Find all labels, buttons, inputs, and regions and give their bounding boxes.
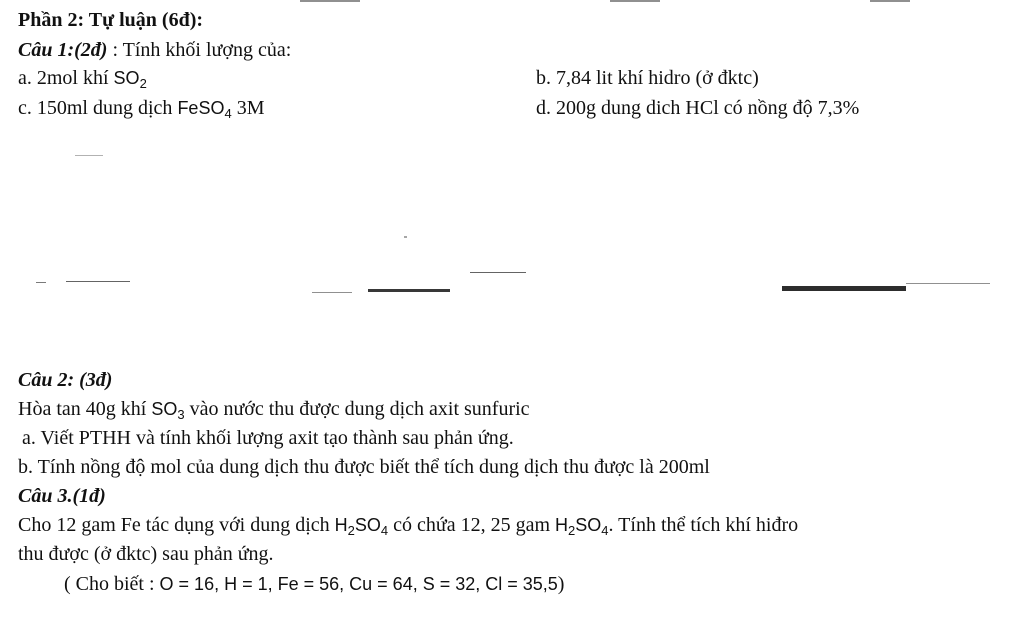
q2-line1-text: Hòa tan 40g khí xyxy=(18,398,152,420)
q3-line1 xyxy=(18,513,798,537)
q3-formula-2: $H_2SO_4$ xyxy=(555,515,609,538)
q1-c-text: c. 150ml dung dịch xyxy=(18,97,178,119)
q3-formula-1: $H_2SO_4$ xyxy=(334,515,389,538)
q3-line1-text: Cho 12 gam Fe tác dụng với dung dịch xyxy=(18,514,335,536)
part2-title: Phần 2: Tự luận (6đ): xyxy=(18,9,204,31)
q1-intro: : Tính khối lượng của: xyxy=(107,39,292,61)
scan-artifact-line-3 xyxy=(312,292,352,293)
scan-artifact-top-3 xyxy=(870,0,910,2)
q3-line1-suffix: . Tính thể tích khí hiđro xyxy=(608,514,799,536)
q1-item-b: b. 7,84 lit khí hidro (ở đktc) xyxy=(536,67,759,89)
q2-item-a: a. Viết PTHH và tính khối lượng axit tạo thành sau phản ứng. xyxy=(22,427,514,449)
q2-line1 xyxy=(18,397,530,421)
q3-line2: thu được (ở đktc) sau phản ứng. xyxy=(18,543,274,565)
scan-artifact-dots xyxy=(75,155,103,156)
q1-prompt xyxy=(18,38,291,62)
q1-item-d: d. 200g dung dich HCl có nồng độ 7,3% xyxy=(536,97,860,119)
q1-c-suffix: 3M xyxy=(231,97,265,119)
scan-artifact-line-2 xyxy=(66,281,130,282)
scan-artifact-line-1 xyxy=(36,282,46,283)
q2-formula: $SO_3$ xyxy=(151,399,185,422)
q1-c-formula: FeSO$_4$ xyxy=(177,98,232,121)
scan-artifact-bar xyxy=(782,286,906,291)
q3-hint-values: O = 16, H = 1, Fe = 56, Cu = 64, S = 32, Cl = 35,5 xyxy=(159,574,558,594)
q3-heading: Câu 3.(1đ) xyxy=(18,485,106,507)
scan-artifact-line-6 xyxy=(906,283,990,284)
scan-artifact-line-4 xyxy=(368,289,450,292)
q3-line1-mid: có chứa 12, 25 gam xyxy=(388,514,556,536)
q1-a-text: a. 2mol khí xyxy=(18,67,114,89)
scan-artifact-line-5 xyxy=(470,272,526,273)
q1-item-c xyxy=(18,96,264,120)
scan-artifact-top-2 xyxy=(610,0,660,2)
q2-item-b: b. Tính nồng độ mol của dung dịch thu được biết thể tích dung dịch thu được là 200ml xyxy=(18,456,710,478)
q3-hint-prefix: ( Cho biết : xyxy=(64,573,160,595)
q1-item-a xyxy=(18,66,147,90)
q2-line1-suffix: vào nước thu được dung dịch axit sunfuric xyxy=(184,398,530,420)
scan-artifact-top-1 xyxy=(300,0,360,2)
scan-artifact-dot2 xyxy=(404,236,407,238)
q1-a-formula: $SO_2$ xyxy=(113,68,147,91)
q3-hint-suffix: ) xyxy=(557,573,565,595)
q3-hint xyxy=(64,572,564,596)
q1-heading: Câu 1:(2đ) xyxy=(18,39,108,61)
q2-heading: Câu 2: (3đ) xyxy=(18,369,113,391)
